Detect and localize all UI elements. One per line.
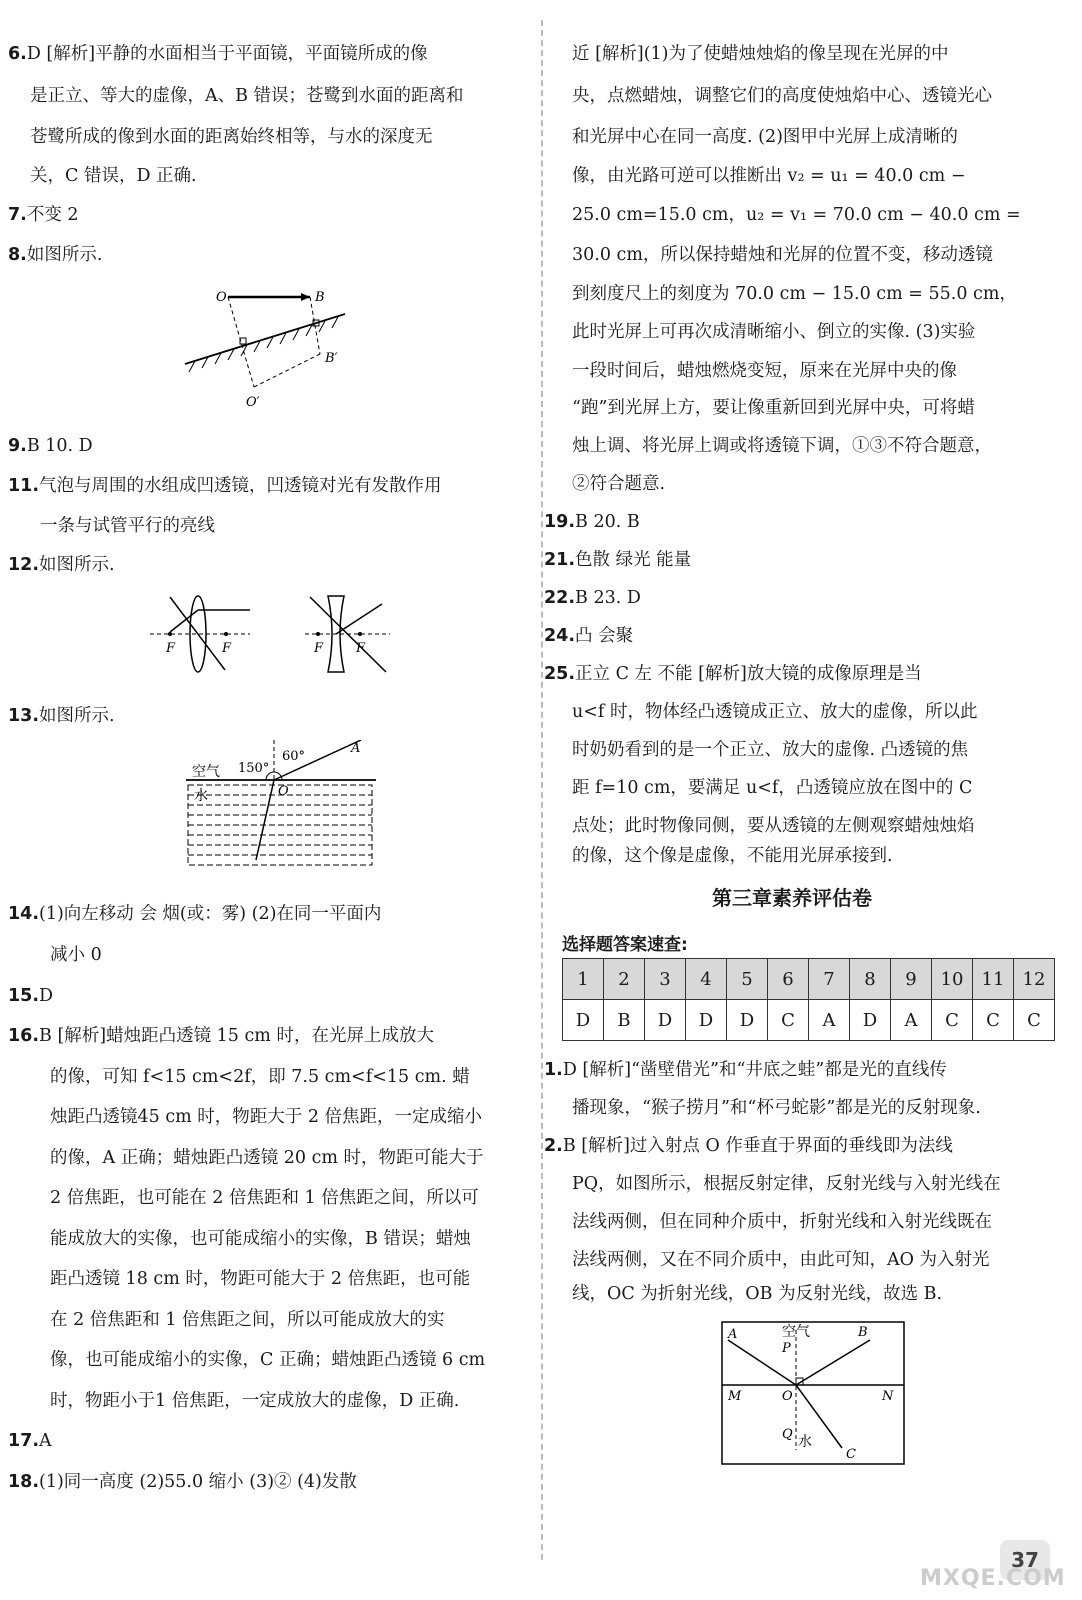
- label-o: O: [278, 784, 289, 799]
- label-o: O: [782, 1389, 793, 1404]
- answer-line: 此时光屏上可再次成清晰缩小、倒立的实像. (3)实验: [572, 322, 976, 342]
- answer-line: 2 倍焦距，也可能在 2 倍焦距和 1 倍焦距之间，所以可: [50, 1188, 479, 1208]
- arrow-icon: [301, 293, 310, 301]
- question-number-cell: 2: [604, 959, 645, 1000]
- answer-line: 点处；此时物像同侧，要从透镜的左侧观察蜡烛烛焰: [572, 816, 975, 836]
- answer-line: u<f 时，物体经凸透镜成正立、放大的虚像，所以此: [572, 702, 978, 722]
- focus-point: [358, 632, 362, 636]
- reflected-ray-ob: [796, 1340, 870, 1385]
- column-divider: [541, 20, 543, 1560]
- answer-line: 法线两侧，但在同种介质中，折射光线和入射光线既在: [572, 1212, 992, 1232]
- answer-line: 关，C 错误，D 正确.: [30, 166, 197, 186]
- question-number-cell: 5: [727, 959, 768, 1000]
- figure-12-lens-diagram: [150, 592, 390, 682]
- question-number-cell: 7: [809, 959, 850, 1000]
- answer-line: 7.不变 2: [8, 205, 79, 225]
- question-number-cell: 3: [645, 959, 686, 1000]
- page-number: 37: [1000, 1540, 1050, 1580]
- answer-table: [562, 958, 1055, 1041]
- answer-line: 时，物距小于1 倍焦距，一定成放大的虚像，D 正确.: [50, 1391, 460, 1411]
- label-f: F: [314, 641, 324, 656]
- answer-line: 30.0 cm，所以保持蜡烛和光屏的位置不变，移动透镜: [572, 245, 993, 265]
- label-angle-60: 60°: [282, 749, 306, 764]
- answer-cell: C: [1014, 1000, 1055, 1041]
- question-number-cell: 9: [891, 959, 932, 1000]
- answer-line: 线，OC 为折射光线，OB 为反射光线，故选 B.: [572, 1284, 943, 1304]
- answer-line: 25.0 cm=15.0 cm，u₂ = v₁ = 70.0 cm − 40.0 cm =: [572, 205, 1021, 225]
- answer-cell: A: [809, 1000, 850, 1041]
- figure-8-mirror-diagram: [180, 282, 360, 412]
- question-number-cell: 11: [973, 959, 1014, 1000]
- answer-cell: A: [891, 1000, 932, 1041]
- refracted-ray: [256, 780, 274, 860]
- mirror-line: [185, 314, 345, 364]
- answer-line: 烛上调、将光屏上调或将透镜下调，①③不符合题意，: [572, 436, 992, 456]
- answer-cell: C: [973, 1000, 1014, 1041]
- answer-line: PQ，如图所示，根据反射定律，反射光线与入射光线在: [572, 1174, 1001, 1194]
- answer-line: 19.B 20. B: [544, 512, 640, 532]
- label-air: 空气: [192, 764, 220, 780]
- answer-cell: D: [563, 1000, 604, 1041]
- label-p: P: [782, 1341, 791, 1356]
- answer-line: 到刻度尺上的刻度为 70.0 cm − 15.0 cm = 55.0 cm，: [572, 284, 1017, 304]
- answer-line: 是正立、等大的虚像，A、B 错误；苍鹭到水面的距离和: [30, 86, 464, 106]
- answer-line: 在 2 倍焦距和 1 倍焦距之间，所以可能成放大的实: [50, 1310, 445, 1330]
- answer-line: 15.D: [8, 986, 54, 1006]
- answer-line: 烛距凸透镜45 cm 时，物距大于 2 倍焦距，一定成缩小: [50, 1107, 483, 1127]
- answer-line: 6.D [解析]平静的水面相当于平面镜，平面镜所成的像: [8, 44, 428, 64]
- answer-line: 距 f=10 cm，要满足 u<f，凸透镜应放在图中的 C: [572, 778, 973, 798]
- answer-line: 2.B [解析]过入射点 O 作垂直于界面的垂线即为法线: [544, 1136, 953, 1156]
- dash-o-oprime: [228, 297, 254, 387]
- label-n: N: [882, 1389, 894, 1404]
- question-number-cell: 10: [932, 959, 973, 1000]
- answer-line: 像，也可能成缩小的实像，C 正确；蜡烛距凸透镜 6 cm: [50, 1350, 486, 1370]
- answer-line: 12.如图所示.: [8, 555, 115, 575]
- label-m: M: [728, 1389, 742, 1404]
- answer-line: 14.(1)向左移动 会 烟(或：雾) (2)在同一平面内: [8, 904, 382, 924]
- answer-line: 减小 0: [50, 945, 102, 965]
- ray: [336, 604, 382, 634]
- answer-table-row: [563, 1000, 1055, 1041]
- label-angle-150: 150°: [238, 761, 270, 776]
- answer-line: 8.如图所示.: [8, 245, 103, 265]
- answer-line: ②符合题意.: [572, 474, 666, 494]
- answer-line: 的像，A 正确；蜡烛距凸透镜 20 cm 时，物距可能大于: [50, 1148, 484, 1168]
- label-b: B: [315, 290, 325, 305]
- answer-line: 的像，这个像是虚像，不能用光屏承接到.: [572, 846, 893, 866]
- label-f: F: [222, 641, 232, 656]
- answer-line: 一条与试管平行的亮线: [40, 516, 215, 536]
- answer-line: 18.(1)同一高度 (2)55.0 缩小 (3)② (4)发散: [8, 1472, 357, 1492]
- answer-line: 时奶奶看到的是一个正立、放大的虚像. 凸透镜的焦: [572, 740, 969, 760]
- answer-line: 央，点燃蜡烛，调整它们的高度使烛焰中心、透镜光心: [572, 86, 992, 106]
- answer-line: 的像，可知 f<15 cm<2f，即 7.5 cm<f<15 cm. 蜡: [50, 1067, 470, 1087]
- answer-line: 像，由光路可逆可以推断出 v₂ = u₁ = 40.0 cm −: [572, 166, 966, 186]
- focus-point: [316, 632, 320, 636]
- answer-line: “跑”到光屏上方，要让像重新回到光屏中央，可将蜡: [572, 398, 975, 418]
- answer-line: 25.正立 C 左 不能 [解析]放大镜的成像原理是当: [544, 664, 922, 684]
- label-a: A: [728, 1327, 738, 1342]
- answer-line: 22.B 23. D: [544, 588, 641, 608]
- figure-frame: [722, 1322, 904, 1464]
- answer-line: 11.气泡与周围的水组成凹透镜，凹透镜对光有发散作用: [8, 476, 442, 496]
- label-air: 空气: [782, 1324, 810, 1340]
- answer-line: 播现象，“猴子捞月”和“杯弓蛇影”都是光的反射现象.: [572, 1098, 981, 1118]
- answer-line: 能成放大的实像，也可能成缩小的实像，B 错误；蜡烛: [50, 1229, 471, 1249]
- answer-cell: D: [727, 1000, 768, 1041]
- label-b: B: [858, 1325, 868, 1340]
- focus-point: [168, 632, 172, 636]
- label-water: 水: [194, 788, 208, 804]
- label-a: A: [351, 741, 361, 756]
- answer-line: 9.B 10. D: [8, 436, 93, 456]
- question-number-cell: 4: [686, 959, 727, 1000]
- question-number-cell: 6: [768, 959, 809, 1000]
- answer-cell: C: [932, 1000, 973, 1041]
- answer-cell: C: [768, 1000, 809, 1041]
- answer-cell: B: [604, 1000, 645, 1041]
- answer-line: 13.如图所示.: [8, 706, 115, 726]
- answer-line: 距凸透镜 18 cm 时，物距可能大于 2 倍焦距，也可能: [50, 1269, 471, 1289]
- figure-13-refraction-diagram: [186, 740, 386, 870]
- question-number-cell: 8: [850, 959, 891, 1000]
- focus-point: [224, 632, 228, 636]
- answer-cell: D: [645, 1000, 686, 1041]
- image-oprime-bprime: [254, 354, 320, 387]
- answer-table-header-row: [563, 959, 1055, 1000]
- answer-line: 近 [解析](1)为了使蜡烛烛焰的像呈现在光屏的中: [572, 44, 949, 64]
- chapter-title: 第三章素养评估卷: [712, 886, 872, 910]
- answer-line: 16.B [解析]蜡烛距凸透镜 15 cm 时，在光屏上成放大: [8, 1026, 434, 1046]
- label-oprime: O′: [246, 395, 260, 410]
- label-q: Q: [782, 1427, 793, 1442]
- answer-line: 一段时间后，蜡烛燃烧变短，原来在光屏中央的像: [572, 361, 957, 381]
- answer-line: 21.色散 绿光 能量: [544, 550, 692, 570]
- answer-line: 法线两侧，又在不同介质中，由此可知，AO 为入射光: [572, 1250, 990, 1270]
- question-number-cell: 1: [563, 959, 604, 1000]
- question-number-cell: 12: [1014, 959, 1055, 1000]
- answer-line: 和光屏中心在同一高度. (2)图甲中光屏上成清晰的: [572, 127, 958, 147]
- answer-cell: D: [850, 1000, 891, 1041]
- figure-q2-reflection-refraction: [720, 1320, 910, 1470]
- label-c: C: [846, 1447, 856, 1462]
- label-f: F: [166, 641, 176, 656]
- answer-cell: D: [686, 1000, 727, 1041]
- watermark: MXQE.COM: [920, 1566, 1066, 1591]
- label-water: 水: [798, 1434, 812, 1450]
- quick-answer-title: 选择题答案速查:: [562, 935, 688, 955]
- label-o: O: [216, 290, 227, 305]
- answer-line: 1.D [解析]“凿壁借光”和“井底之蛙”都是光的直线传: [544, 1060, 947, 1080]
- answer-line: 苍鹭所成的像到水面的距离始终相等，与水的深度无: [30, 127, 433, 147]
- water-lines: [188, 795, 372, 855]
- answer-line: 24.凸 会聚: [544, 626, 634, 646]
- label-f: F: [356, 641, 366, 656]
- mirror-hatching: [189, 317, 338, 372]
- answer-line: 17.A: [8, 1431, 52, 1451]
- label-bprime: B′: [325, 351, 338, 366]
